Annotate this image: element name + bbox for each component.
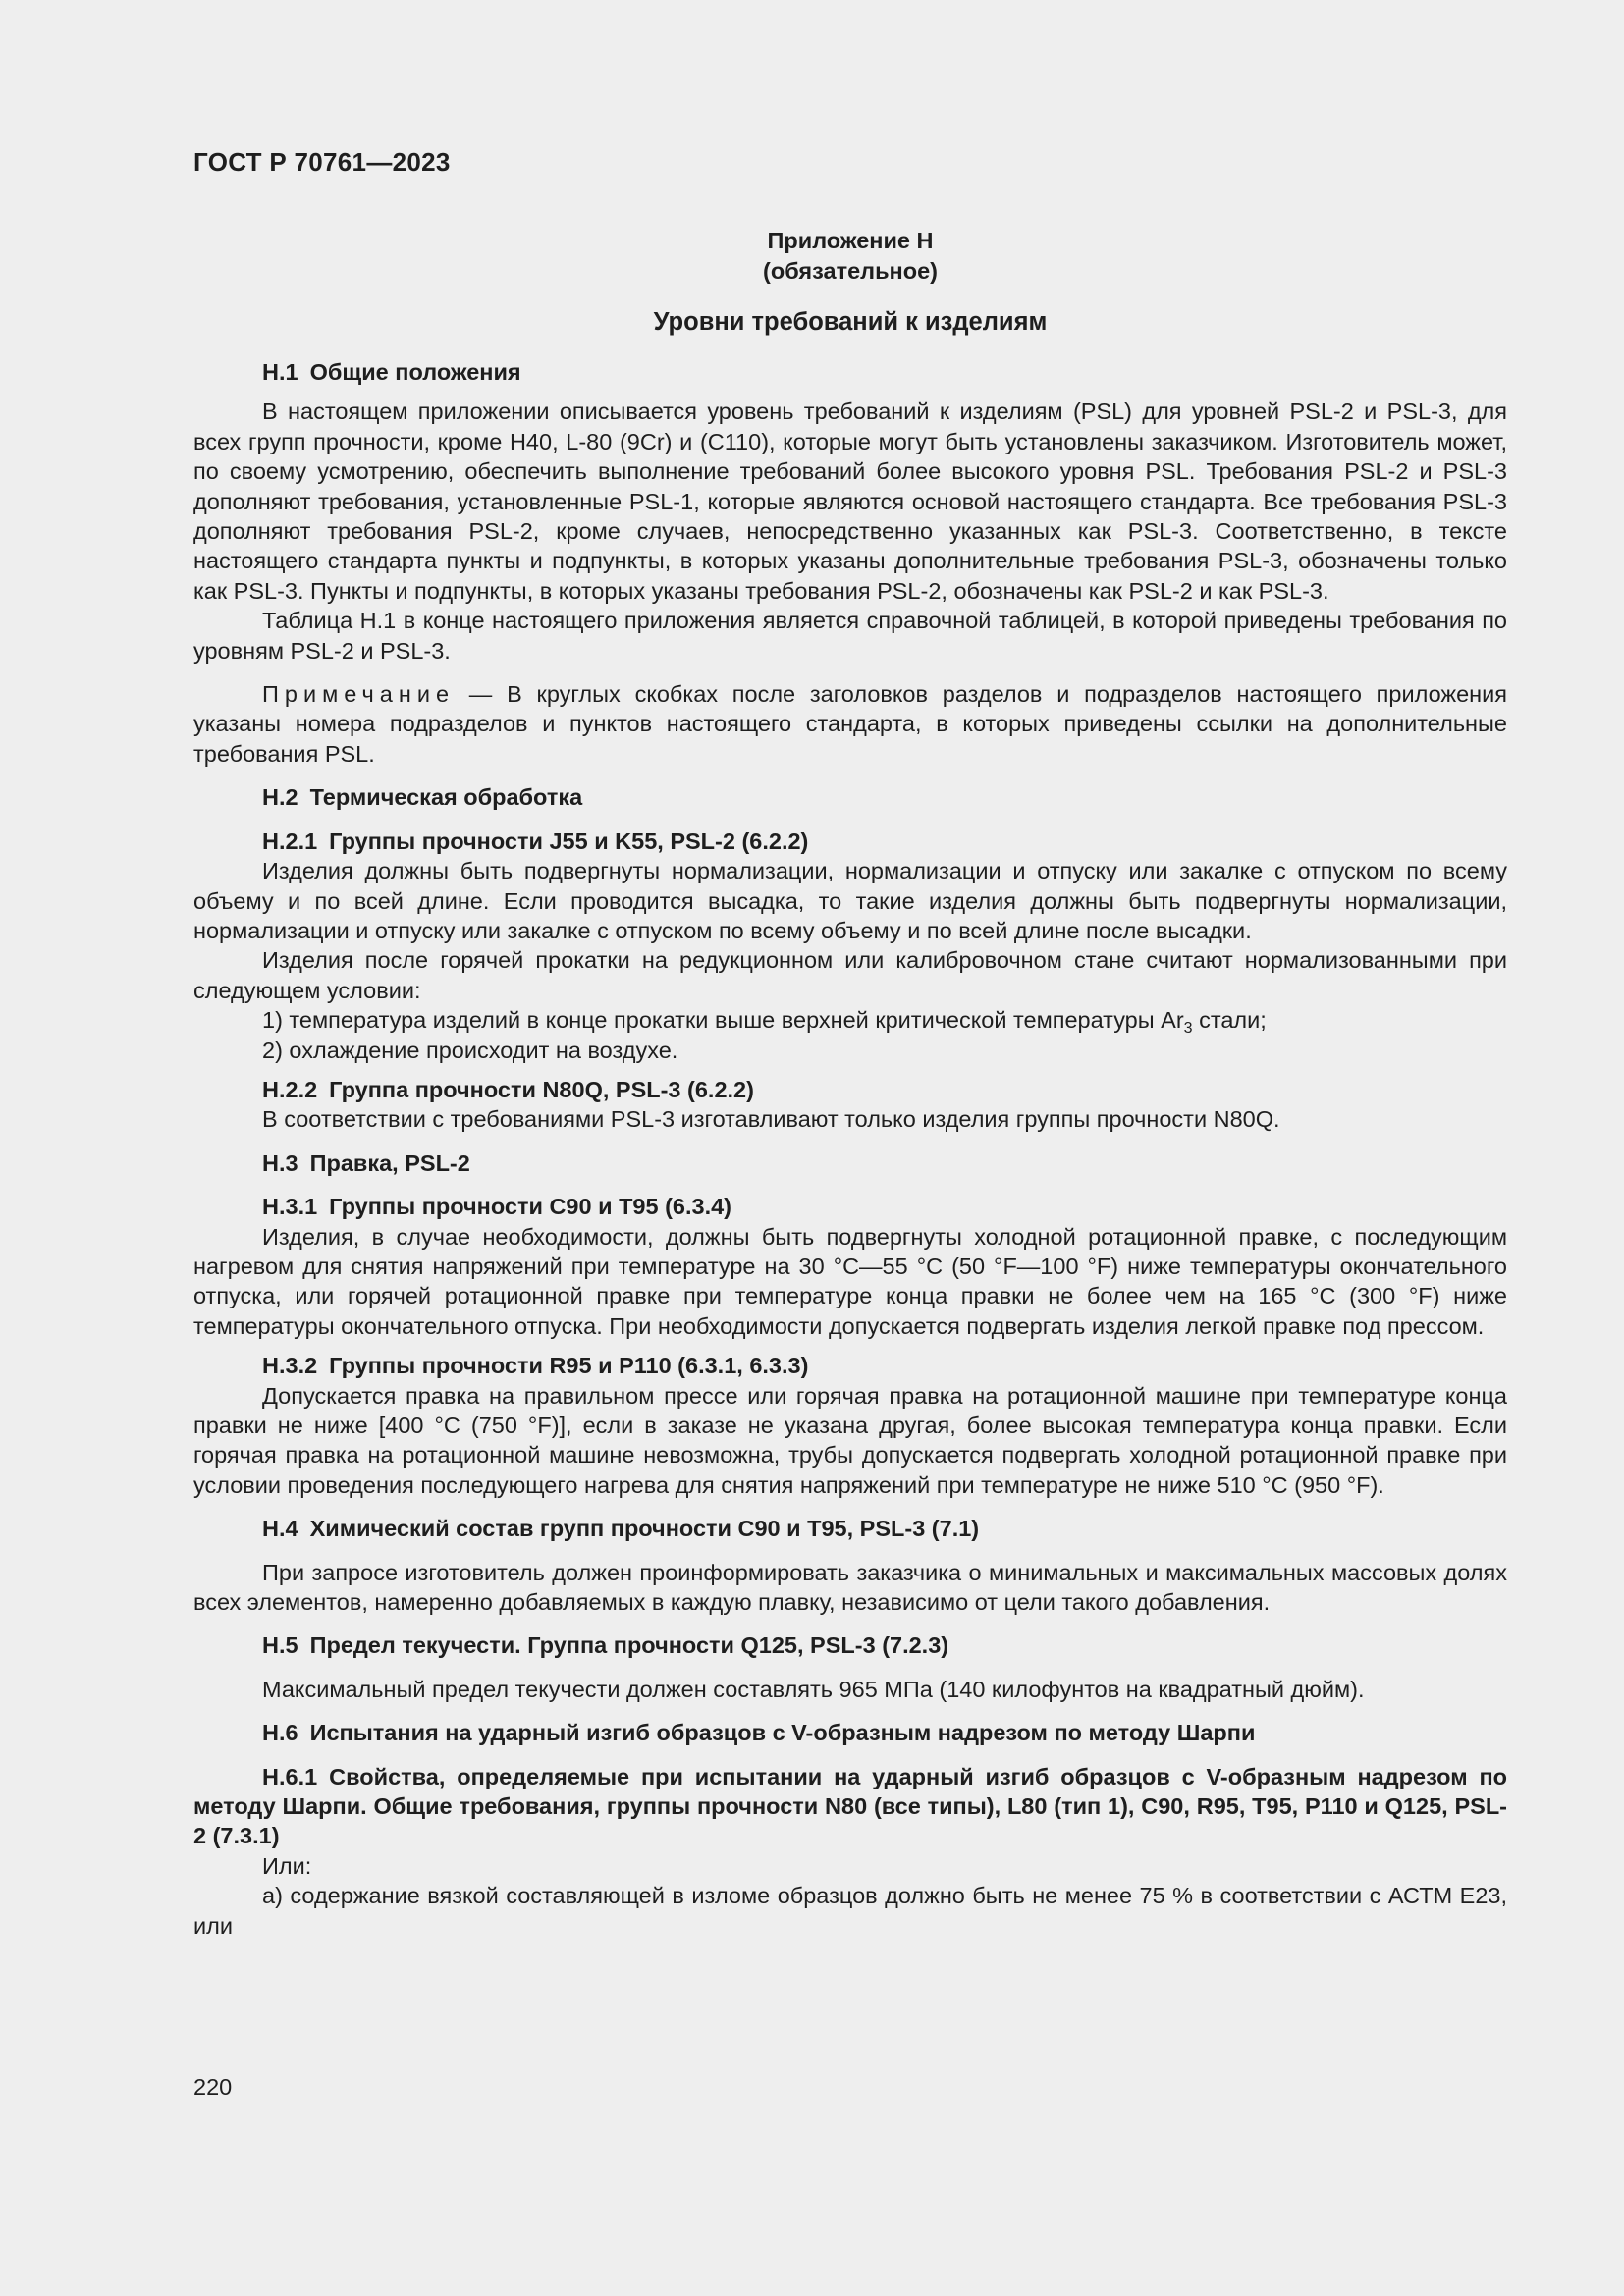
paragraph: Изделия должны быть подвергнуты нормализации, нормализации и отпуску или закалке с отпуском по всему объему и по всей длине. Если проводится высадка, то такие изделия должны быть подвергнуты нормализации, нормализации и отпуску или закалке с отпуском по всему объему и по всей длине после высадки.: [193, 858, 1507, 943]
list-item: 1) температура изделий в конце прокатки выше верхней критической температуры $Ar_3$ стали;: [262, 1007, 1267, 1038]
subsection-heading: Н.3.1 Группы прочности С90 и Т95 (6.3.4): [262, 1194, 732, 1220]
section-heading: Н.1 Общие положения: [262, 359, 521, 385]
subsection-heading: Н.2.2 Группа прочности N80Q, PSL-3 (6.2.2): [262, 1076, 754, 1102]
page-number: 220: [193, 2074, 233, 2100]
subsection-heading: Н.3.2 Группы прочности R95 и Р110 (6.3.1, 6.3.3): [262, 1353, 809, 1379]
paragraph: Максимальный предел текучести должен составлять 965 МПа (140 килофунтов на квадратный дюйм).: [262, 1676, 1365, 1702]
section-heading: Н.3 Правка, PSL-2: [262, 1149, 470, 1176]
appendix-label: Приложение Н: [767, 228, 934, 253]
subsection-heading: Н.6.1 Свойства, определяемые при испытании на ударный изгиб образцов с V-образным надрезом по методу Шарпи. Общие требования, группы прочности N80 (все типы), L80 (тип 1), С90, R95, Т95, Р110 и Q125, PSL-2 (7.3.1): [193, 1763, 1507, 1849]
paragraph: Изделия после горячей прокатки на редукционном или калибровочном стане считают нормализованными при следующем условии:: [193, 947, 1507, 1003]
appendix-status: (обязательное): [763, 258, 938, 284]
paragraph: а) содержание вязкой составляющей в изломе образцов должно быть не менее 75 % в соответствии с АСТМ Е23, или: [193, 1883, 1507, 1939]
note: Примечание — В круглых скобках после заголовков разделов и подразделов настоящего приложения указаны номера подразделов и пунктов настоящего стандарта, в которых приведены ссылки на дополнительные требования PSL.: [193, 681, 1507, 767]
page-content: [193, 143, 1507, 1941]
paragraph: Или:: [262, 1852, 312, 1879]
section-heading: Н.6 Испытания на ударный изгиб образцов с V-образным надрезом по методу Шарпи: [262, 1720, 1256, 1746]
list-item: 2) охлаждение происходит на воздухе.: [262, 1037, 678, 1063]
paragraph: В настоящем приложении описывается уровень требований к изделиям (PSL) для уровней PSL-2 и PSL-3, для всех групп прочности, кроме Н40, L-80 (9Cr) и (С110), которые могут быть установлены заказчиком. Изготовитель может, по своему усмотрению, обеспечить выполнение требований более высокого уровня PSL. Требования PSL-2 и PSL-3 дополняют требования, установленные PSL-1, которые являются основой настоящего стандарта. Все требования PSL-3 дополняют требования PSL-2, кроме случаев, непосредственно указанных как PSL-3. Соответственно, в тексте настоящего стандарта пункты и подпункты, в которых указаны дополнительные требования PSL-3, обозначены только как PSL-3. Пункты и подпункты, в которых указаны требования PSL-2, обозначены как PSL-2 и как PSL-3.: [193, 399, 1507, 604]
paragraph: При запросе изготовитель должен проинформировать заказчика о минимальных и максимальных массовых долях всех элементов, намеренно добавляемых в каждую плавку, независимо от цели такого добавления.: [193, 1559, 1507, 1616]
section-heading: Н.5 Предел текучести. Группа прочности Q125, PSL-3 (7.2.3): [262, 1632, 949, 1659]
subsection-heading: Н.2.1 Группы прочности J55 и K55, PSL-2 (6.2.2): [262, 828, 809, 854]
appendix-title: Уровни требований к изделиям: [653, 308, 1048, 336]
paragraph: Допускается правка на правильном прессе или горячая правка на ротационной машине при температуре конца правки не ниже [400 °С (750 °F)], если в заказе не указана другая, более высокая температура конца правки. Если горячая правка на ротационной машине невозможна, трубы допускается подвергать холодной ротационной правке при условии проведения последующего нагрева для снятия напряжений при температуре не ниже 510 °С (950 °F).: [193, 1382, 1507, 1498]
document-id: ГОСТ Р 70761—2023: [193, 147, 451, 177]
paragraph: Таблица Н.1 в конце настоящего приложения является справочной таблицей, в которой приведены требования по уровням PSL-2 и PSL-3.: [193, 608, 1507, 664]
paragraph: В соответствии с требованиями PSL-3 изготавливают только изделия группы прочности N80Q.: [262, 1106, 1280, 1133]
section-heading: Н.2 Термическая обработка: [262, 784, 583, 811]
paragraph: Изделия, в случае необходимости, должны быть подвергнуты холодной ротационной правке, с последующим нагревом для снятия напряжений при температуре на 30 °С—55 °С (50 °F—100 °F) ниже температуры окончательного отпуска, или горячей ротационной правке при температуре конца правки не более чем на 165 °С (300 °F) ниже температуры окончательного отпуска. При необходимости допускается подвергать изделия легкой правке под прессом.: [193, 1223, 1507, 1339]
section-heading: Н.4 Химический состав групп прочности С90 и Т95, PSL-3 (7.1): [262, 1516, 980, 1542]
